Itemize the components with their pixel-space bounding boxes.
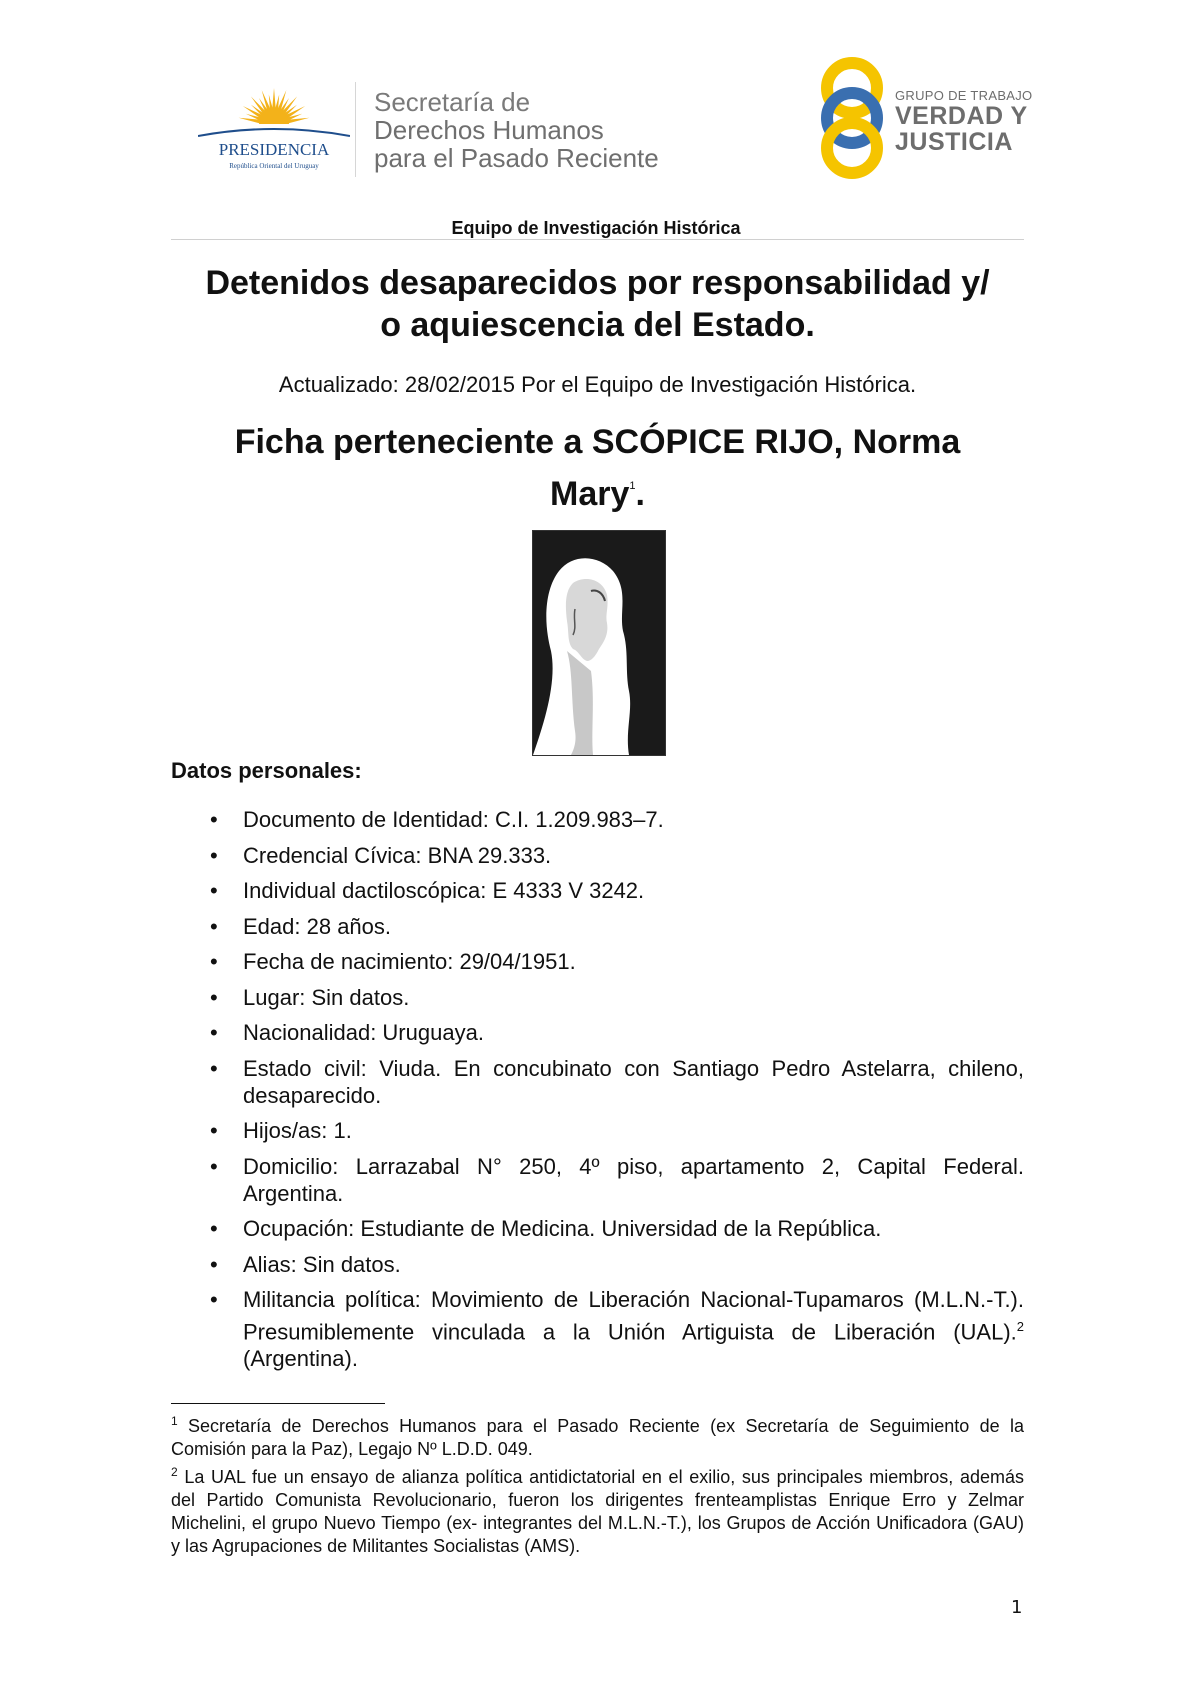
list-item <box>171 984 1024 1011</box>
secretaria-line-1: Secretaría de <box>374 87 531 117</box>
list-item <box>171 1153 1024 1207</box>
item-text: Nacionalidad: Uruguaya. <box>243 1020 484 1045</box>
footnote-text: La UAL fue un ensayo de alianza política antidictatorial en el exilio, sus principales miembros, además del Partido Comunista Revolucionario, fueron los dirigentes frenteamplistas Enrique Erro y Zelmar Michelini, el grupo Nuevo Tiempo (ex- integrantes del M.L.N.-T.), los Grupos de Acción Unificadora (GAU) y las Agrupaciones de Militantes Socialistas (AMS). <box>171 1467 1024 1556</box>
list-item <box>171 842 1024 869</box>
secretaria-line-2: Derechos Humanos <box>374 115 604 145</box>
footnote-1 <box>171 1410 1024 1461</box>
portrait-photo <box>532 530 666 756</box>
item-text: Lugar: Sin datos. <box>243 984 410 1010</box>
item-text: Credencial Cívica: BNA 29.333. <box>243 842 552 868</box>
secretaria-line-3: para el Pasado Reciente <box>374 143 659 173</box>
footnote-2 <box>171 1461 1024 1558</box>
bullet-icon: • <box>210 807 218 832</box>
ficha-line-2 <box>171 464 1024 516</box>
item-text-tail: (Argentina). <box>243 1346 358 1372</box>
ficha-line-1: Ficha perteneciente a SCÓPICE RIJO, Norma <box>234 423 961 461</box>
bullet-icon: • <box>210 1020 218 1045</box>
bullet-icon: • <box>210 1251 218 1277</box>
list-item <box>171 948 1024 975</box>
bullet-icon: • <box>210 913 218 939</box>
item-text: Ocupación: Estudiante de Medicina. Universidad de la República. <box>243 1216 882 1241</box>
item-text: Militancia política: Movimiento de Liberación Nacional-Tupamaros (M.L.N.-T.). Presumiblemente vinculada a la Unión Artiguista de Liberación (UAL). <box>243 1287 1024 1345</box>
bullet-icon: • <box>210 1118 218 1143</box>
list-item <box>171 1019 1024 1046</box>
footnote-rule <box>171 1403 385 1404</box>
bullet-icon: • <box>210 1153 218 1179</box>
bullet-icon: • <box>210 949 218 974</box>
grupo-line-2: VERDAD Y <box>895 102 1028 130</box>
list-item <box>171 1251 1024 1278</box>
bullet-icon: • <box>210 984 218 1010</box>
item-text: Edad: 28 años. <box>243 913 392 939</box>
ficha-name: Mary <box>550 475 630 513</box>
footnote-ref: 2 <box>1016 1319 1024 1334</box>
footnote-number: 1 <box>171 1414 178 1428</box>
verdad-justicia-logo <box>820 56 900 180</box>
ficha-period: . <box>635 475 645 513</box>
bullet-icon: • <box>210 1287 218 1312</box>
page-number: 1 <box>1011 1597 1023 1618</box>
item-text: Individual dactiloscópica: E 4333 V 3242. <box>243 878 645 903</box>
grupo-trabajo-text <box>895 88 1032 155</box>
presidencia-sublabel: República Oriental del Uruguay <box>229 162 319 170</box>
list-item <box>171 913 1024 940</box>
footnote-number: 2 <box>171 1465 178 1479</box>
list-item <box>171 806 1024 833</box>
team-heading: Equipo de Investigación Histórica <box>451 218 741 238</box>
bullet-icon: • <box>210 878 218 903</box>
list-item <box>171 1286 1024 1372</box>
presidencia-label: PRESIDENCIA <box>218 140 330 159</box>
bullet-icon: • <box>210 1055 218 1081</box>
grupo-line-1: GRUPO DE TRABAJO <box>895 88 1033 103</box>
footnotes <box>171 1410 1024 1558</box>
rings-icon <box>820 56 900 180</box>
footnote-text: Secretaría de Derechos Humanos para el Pasado Reciente (ex Secretaría de Seguimiento de la Comisión para la Paz), Legajo Nº L.D.D. 049. <box>171 1416 1024 1459</box>
portrait-image <box>533 531 665 755</box>
item-text: Documento de Identidad: C.I. 1.209.983–7. <box>243 807 664 832</box>
item-text: Fecha de nacimiento: 29/04/1951. <box>243 949 576 974</box>
header-rule <box>171 239 1024 240</box>
item-text: Hijos/as: 1. <box>243 1118 352 1143</box>
personal-data-list <box>171 806 1024 1381</box>
list-item <box>171 1215 1024 1242</box>
list-item <box>171 1117 1024 1144</box>
section-heading-personal-data: Datos personales: <box>171 758 362 783</box>
title-line-1: Detenidos desaparecidos por responsabilidad y/ <box>205 264 990 302</box>
bullet-icon: • <box>210 842 218 868</box>
title-line-2: o aquiescencia del Estado. <box>380 306 815 344</box>
ficha-heading <box>171 420 1024 516</box>
secretaria-logo-text <box>374 88 659 172</box>
list-item <box>171 877 1024 904</box>
bullet-icon: • <box>210 1216 218 1241</box>
updated-line: Actualizado: 28/02/2015 Por el Equipo de Investigación Histórica. <box>278 372 917 397</box>
list-item <box>171 1055 1024 1109</box>
logo-divider <box>355 82 356 177</box>
item-text: Domicilio: Larrazabal N° 250, 4º piso, apartamento 2, Capital Federal. Argentina. <box>243 1153 1024 1206</box>
presidencia-logo <box>198 78 350 178</box>
document-title <box>171 262 1024 346</box>
grupo-line-3: JUSTICIA <box>895 128 1013 156</box>
item-text: Estado civil: Viuda. En concubinato con Santiago Pedro Astelarra, chileno, desaparecido. <box>243 1055 1024 1108</box>
footnote-ref: 1 <box>629 480 636 492</box>
item-text: Alias: Sin datos. <box>243 1251 401 1277</box>
